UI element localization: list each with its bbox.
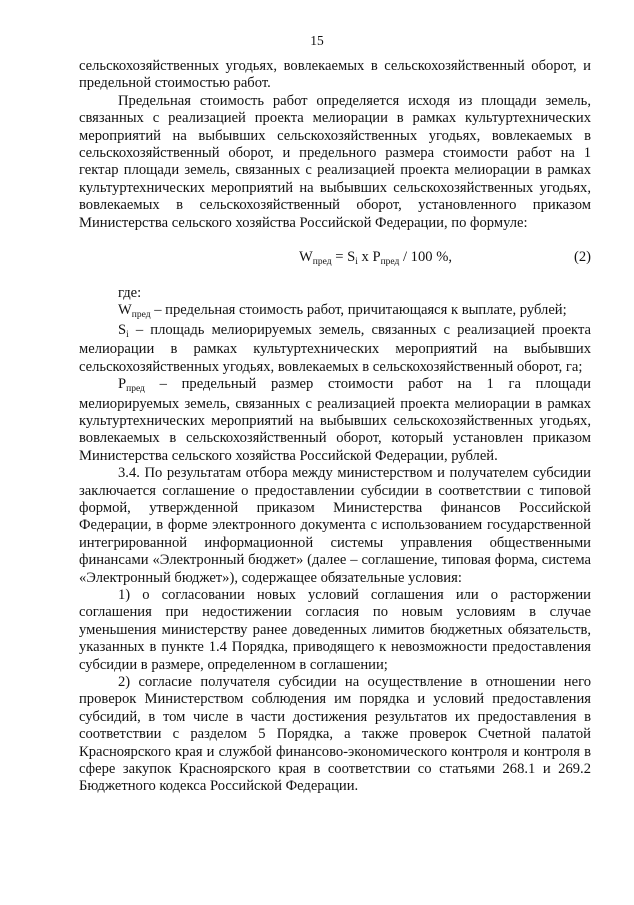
condition-item-1: 1) о согласовании новых условий соглашения или о расторжении соглашения при недостижении согласия по новым условиям в случае уменьшения министерству ранее доведенных лимитов бюджетных обязательств, указанных в пункте 1.4 Порядка, приводящего к невозможности предоставления субсидии в размере, определенном в соглашении; [79,586,591,673]
formula-number: (2) [573,249,591,266]
condition-item-2: 2) согласие получателя субсидии на осуществление в отношении него проверок Министерством соблюдения им порядка и условий предоставления субсидий, в том числе в части достижения результатов их предоставления в соответствии с разделом 5 Порядка, а также проверок Счетной палатой Красноярского края и службой финансово-экономического контроля и контроля в сфере закупок Красноярского края в соответствии со статьями 268.1 и 269.2 Бюджетного кодекса Российской Федерации. [79,674,591,795]
definition-p: $P_{пред}$ – предельный размер стоимости работ на 1 га площади мелиорируемых земель, связанных с реализацией проекта мелиорации в рамках культуртехнических мероприятий на выбывших сельскохозяйственных угодьях, вовлекаемых в сельскохозяйственный оборот, который установлен приказом Министерства сельского хозяйства Российской Федерации, рублей. [79,376,591,464]
where-label: где: [118,285,142,302]
paragraph-limit-cost: Предельная стоимость работ определяется исходя из площади земель, связанных с реализацией проекта мелиорации в рамках культуртехнических мероприятий на выбывших сельскохозяйственных угодьях, вовлекаемых в сельскохозяйственный оборот, и предельного размера стоимости работ на 1 гектар площади земель, связанных с реализацией проекта мелиорации в рамках культуртехнических мероприятий на выбывших сельскохозяйственных угодьях, вовлекаемых в сельскохозяйственный оборот, установленного приказом Министерства сельского хозяйства Российской Федерации, по формуле: [79,92,591,231]
paragraph-continuation: сельскохозяйственных угодьях, вовлекаемых в сельскохозяйственный оборот, и предельной стоимостью работ. [79,58,591,92]
definition-w: $W_{пред}$ – предельная стоимость работ, причитающаяся к выплате, рублей; [118,302,567,321]
page-number: 15 [310,33,324,48]
paragraph-3-4: 3.4. По результатам отбора между министерством и получателем субсидии заключается соглашение о предоставлении субсидии в соответствии с типовой формой, утвержденной приказом Министерства финансов Российской Федерации, в форме электронного документа с использованием государственной интегрированной информационной системы управления общественными финансами «Электронный бюджет» (далее – соглашение, типовая форма, система «Электронный бюджет»), содержащее обязательные условия: [79,465,591,586]
definition-s: $S_i$ – площадь мелиорируемых земель, связанных с реализацией проекта мелиорации в рамках культуртехнических мероприятий на выбывших сельскохозяйственных угодьях, вовлекаемых в сельскохозяйственный оборот, га; [79,321,591,375]
formula-row [79,249,591,269]
formula: $W_{пред} = S_i$ x $P_{пред} / 100$ %, [299,249,453,268]
document-body [79,58,591,796]
